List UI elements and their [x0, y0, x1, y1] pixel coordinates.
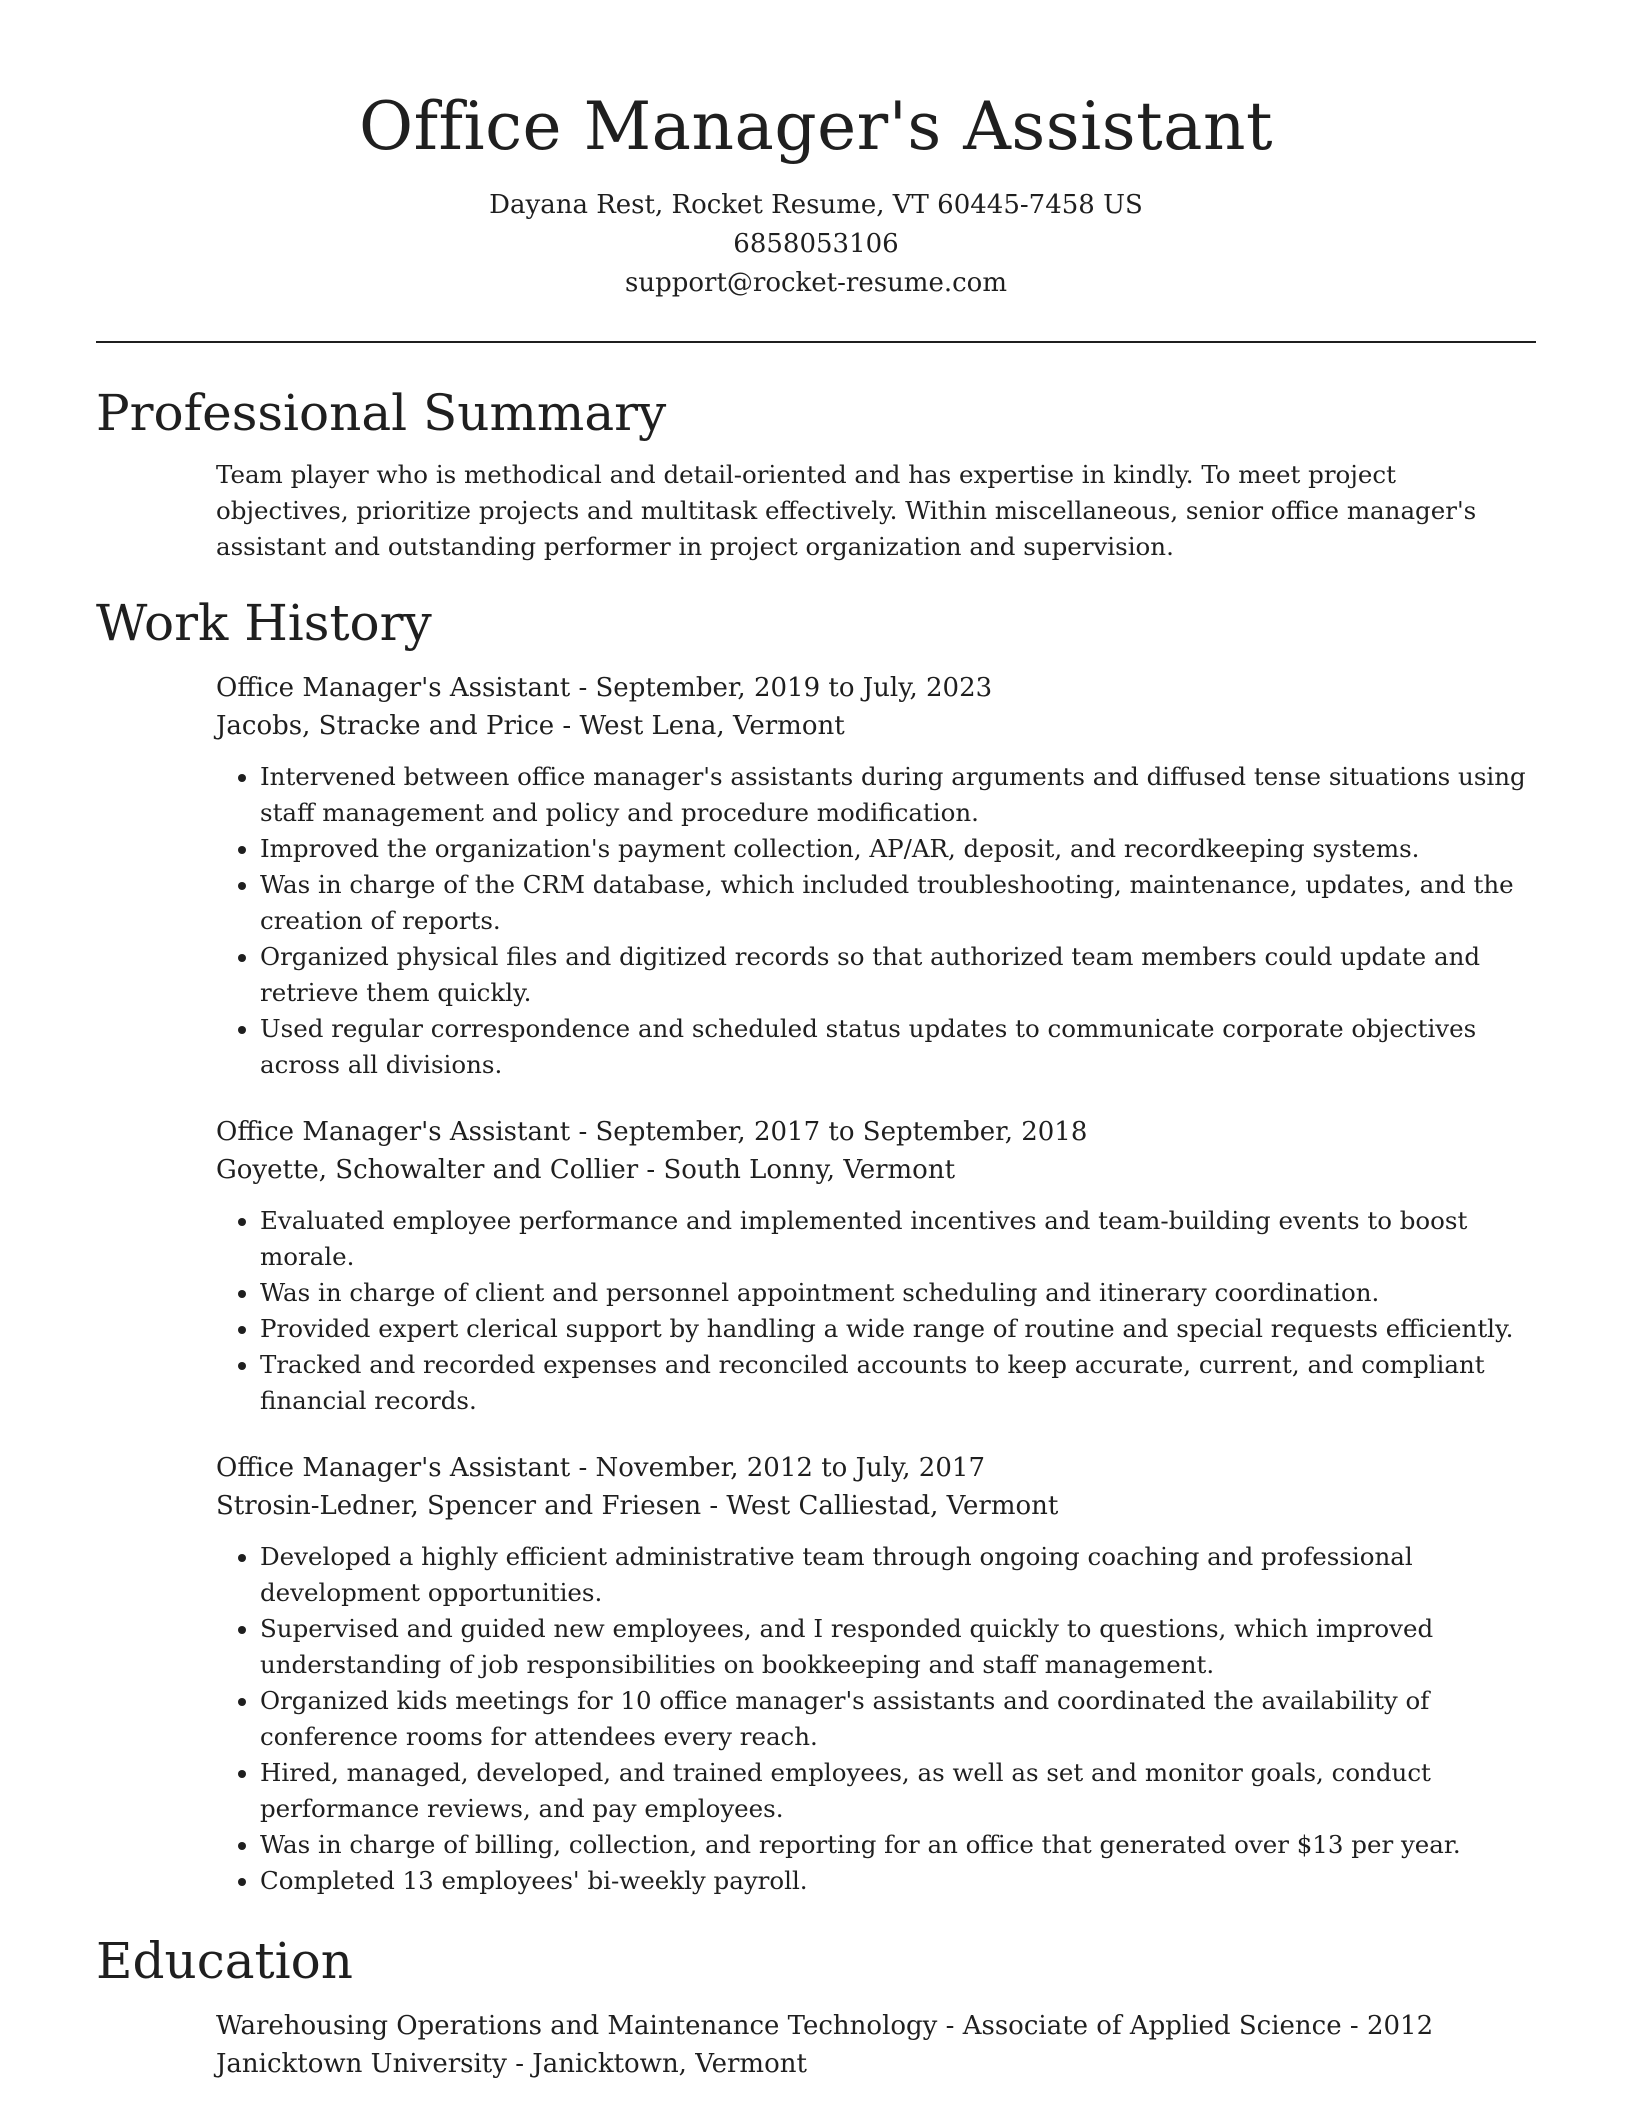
job-dates: November, 2012 to July, 2017	[595, 1453, 985, 1483]
job-location: West Calliestad, Vermont	[726, 1491, 1059, 1521]
job-bullet: • Completed 13 employees' bi-weekly payroll.	[260, 1863, 1536, 1899]
work-history-heading: Work History	[96, 594, 432, 652]
job-bullet: • Hired, managed, developed, and trained employees, as well as set and monitor goals, conduct performance reviews, and pay employees.	[260, 1755, 1536, 1827]
resume-page	[96, 0, 1536, 2083]
job-bullet: • Tracked and recorded expenses and reconciled accounts to keep accurate, current, and compliant financial records.	[260, 1347, 1536, 1419]
job-dates-separator: -	[578, 1453, 596, 1483]
contact-block	[96, 186, 1536, 303]
job-location: South Lonny, Vermont	[663, 1155, 956, 1185]
education-program: Warehousing Operations and Maintenance Technology	[216, 2011, 938, 2041]
education-program-line	[216, 2007, 1536, 2045]
job-bullet: • Provided expert clerical support by handling a wide range of routine and special requests efficiently.	[260, 1311, 1536, 1347]
job-company-line	[216, 1151, 1536, 1189]
job-bullet: • Was in charge of the CRM database, which included troubleshooting, maintenance, updates, and the creation of reports.	[260, 867, 1536, 939]
job-company: Goyette, Schowalter and Collier	[216, 1155, 639, 1185]
job-bullet: • Organized kids meetings for 10 office manager's assistants and coordinated the availability of conference rooms for attendees every reach.	[260, 1683, 1536, 1755]
education-location: Janicktown, Vermont	[532, 2049, 807, 2079]
education-separator: -	[1349, 2011, 1367, 2041]
job-bullet: • Developed a highly efficient administrative team through ongoing coaching and professional development opportunities.	[260, 1539, 1536, 1611]
job-location: West Lena, Vermont	[579, 711, 845, 741]
job-dates-separator: -	[578, 1117, 596, 1147]
job-dates-separator: -	[578, 673, 596, 703]
job-role: Office Manager's Assistant	[216, 1453, 571, 1483]
job-dates: September, 2019 to July, 2023	[595, 673, 993, 703]
job-role: Office Manager's Assistant	[216, 1117, 571, 1147]
job-role-line	[216, 1449, 1536, 1487]
summary-heading: Professional Summary	[96, 384, 667, 442]
education-school: Janicktown University	[216, 2049, 507, 2079]
job-dates: September, 2017 to September, 2018	[595, 1117, 1088, 1147]
job-location-separator: -	[709, 1491, 727, 1521]
job-bullets	[216, 1203, 1536, 1419]
job-bullet: • Intervened between office manager's assistants during arguments and diffused tense situations using staff management and policy and procedure modification.	[260, 759, 1536, 831]
job-role: Office Manager's Assistant	[216, 673, 571, 703]
job-company-line	[216, 707, 1536, 745]
job-bullet: • Organized physical files and digitized records so that authorized team members could update and retrieve them quickly.	[260, 939, 1536, 1011]
job-bullet: • Was in charge of billing, collection, and reporting for an office that generated over $13 per year.	[260, 1827, 1536, 1863]
education-separator: -	[945, 2011, 963, 2041]
job-role-line	[216, 669, 1536, 707]
education-entry	[216, 2007, 1536, 2083]
job-company: Strosin-Ledner, Spencer and Friesen	[216, 1491, 702, 1521]
job-entry	[216, 1113, 1536, 1419]
job-bullet: • Was in charge of client and personnel appointment scheduling and itinerary coordination.	[260, 1275, 1536, 1311]
job-role-line	[216, 1113, 1536, 1151]
job-location-separator: -	[562, 711, 580, 741]
job-bullets	[216, 1539, 1536, 1899]
contact-address: Dayana Rest, Rocket Resume, VT 60445-7458 US	[489, 190, 1143, 220]
header-divider	[96, 341, 1536, 343]
education-separator: -	[515, 2049, 533, 2079]
job-bullet: • Used regular correspondence and scheduled status updates to communicate corporate objectives across all divisions.	[260, 1011, 1536, 1083]
job-company: Jacobs, Stracke and Price	[216, 711, 555, 741]
resume-header	[96, 0, 1536, 303]
job-company-line	[216, 1487, 1536, 1525]
resume-title: Office Manager's Assistant	[359, 88, 1273, 165]
job-bullets	[216, 759, 1536, 1083]
job-bullet: • Supervised and guided new employees, and I responded quickly to questions, which improved understanding of job responsibilities on bookkeeping and staff management.	[260, 1611, 1536, 1683]
contact-phone: 6858053106	[733, 229, 899, 259]
education-school-line	[216, 2045, 1536, 2083]
job-bullet: • Evaluated employee performance and implemented incentives and team-building events to boost morale.	[260, 1203, 1536, 1275]
job-entry	[216, 669, 1536, 1083]
job-bullet: • Improved the organization's payment collection, AP/AR, deposit, and recordkeeping systems.	[260, 831, 1536, 867]
summary-text: Team player who is methodical and detail-oriented and has expertise in kindly. To meet project objectives, prioritize projects and multitask effectively. Within miscellaneous, senior office manager's assistant and outstanding performer in project organization and supervision.	[216, 460, 1477, 561]
contact-email: support@rocket-resume.com	[624, 268, 1007, 298]
education-heading: Education	[96, 1932, 353, 1990]
job-location-separator: -	[646, 1155, 664, 1185]
education-year: 2012	[1366, 2011, 1434, 2041]
education-degree: Associate of Applied Science	[962, 2011, 1342, 2041]
job-entry	[216, 1449, 1536, 1899]
